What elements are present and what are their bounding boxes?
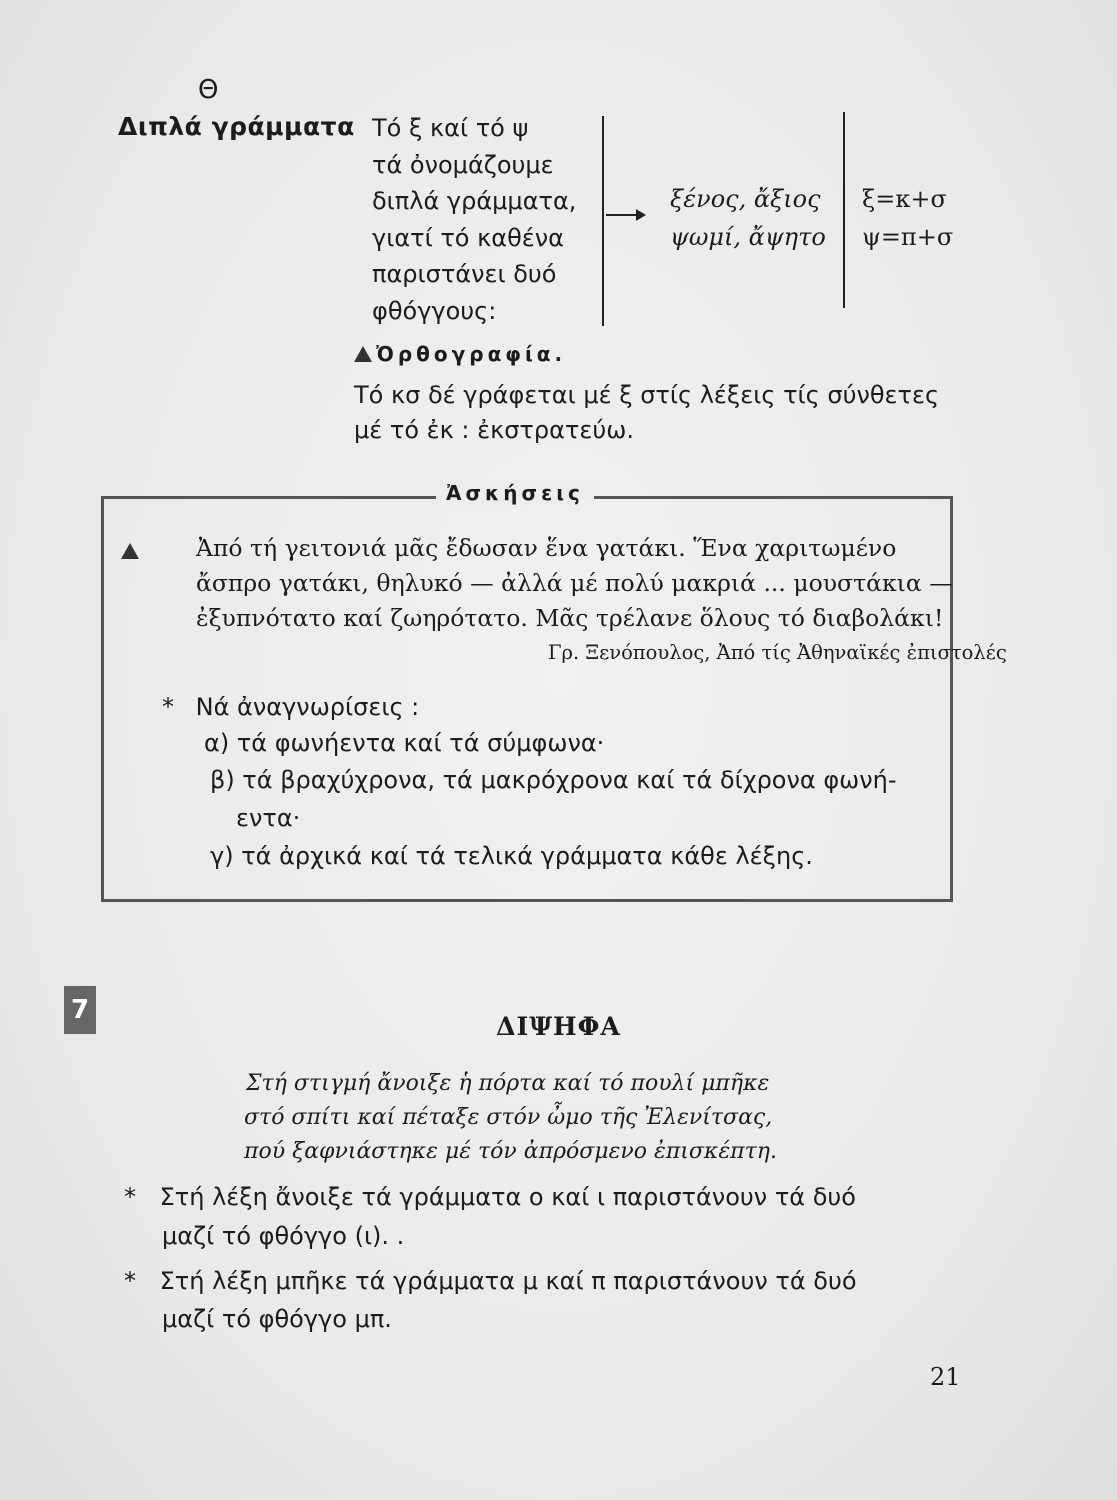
divider-line <box>843 112 845 308</box>
chapter-tab: 7 <box>64 986 96 1034</box>
section-title: Διπλά γράμματα <box>118 112 355 141</box>
orthography-line: μέ τό ἐκ : ἐκστρατεύω. <box>354 416 634 444</box>
definition-line: γιατί τό καθένα <box>372 223 564 252</box>
task-line: * Νά ἀναγνωρίσεις : <box>162 693 420 721</box>
formula-line: ψ=π+σ <box>862 223 954 251</box>
digraph-title: ΔΙΨΗΦΑ <box>496 1012 621 1041</box>
poem-line: Στή στιγμή ἄνοιξε ἡ πόρτα καί τό πουλί μπῆκε <box>246 1071 770 1096</box>
definition-line: τά ὀνομάζουμε <box>372 150 554 179</box>
task-item: εντα· <box>236 804 301 832</box>
note-line: μαζί τό φθόγγο (ι). . <box>162 1222 405 1250</box>
poem-line: πού ξαφνιάστηκε μέ τόν ἀπρόσμενο ἐπισκέπτη. <box>244 1139 777 1164</box>
definition-line: διπλά γράμματα, <box>372 187 577 215</box>
note-line: μαζί τό φθόγγο μπ. <box>162 1305 392 1333</box>
examples <box>670 180 826 256</box>
triangle-icon <box>354 346 372 362</box>
formulas <box>862 180 953 256</box>
orthography-text <box>354 378 939 448</box>
definition-line: φθόγγους: <box>372 296 497 325</box>
task-item: γ) τά ἀρχικά καί τά τελικά γράμματα κάθε λέξης. <box>210 842 813 870</box>
note-line: * Στή λέξη μπῆκε τά γράμματα μ καί π παριστάνουν τά δυό <box>124 1267 857 1295</box>
asterisk-icon: * <box>162 693 174 721</box>
example-line: ξένος, ἄξιος <box>670 185 821 213</box>
formula-line: ξ=κ+σ <box>862 185 947 213</box>
task-item: β) τά βραχύχρονα, τά μακρόχρονα καί τά δίχρονα φωνή- <box>210 766 897 794</box>
orthography-heading: Ὀρθογραφία. <box>354 342 566 366</box>
asterisk-icon: * <box>124 1267 136 1295</box>
arrow-right-icon <box>606 208 646 222</box>
definition-line: παριστάνει δυό <box>372 260 557 288</box>
passage-line: ἄσπρο γατάκι, θηλυκό — ἀλλά μέ πολύ μακριά ... μουστάκια — <box>196 569 953 597</box>
divider-line <box>602 116 604 326</box>
page-number: 21 <box>930 1363 961 1391</box>
definition-text <box>372 110 576 329</box>
orthography-line: Τό κσ δέ γράφεται μέ ξ στίς λέξεις τίς σύνθετες <box>354 381 940 409</box>
passage-line: ἐξυπνότατο καί ζωηρότατο. Μᾶς τρέλανε ὅλους τό διαβολάκι! <box>196 604 944 632</box>
task-item: α) τά φωνήεντα καί τά σύμφωνα· <box>204 729 605 757</box>
note-line: * Στή λέξη ἄνοιξε τά γράμματα ο καί ι παριστάνουν τά δυό <box>124 1183 856 1211</box>
definition-line: Τό ξ καί τό ψ <box>372 114 529 142</box>
triangle-icon <box>121 543 139 559</box>
section-mark: Θ <box>198 75 219 105</box>
exercise-title: Ἀσκήσεις <box>436 481 594 505</box>
passage <box>196 531 953 636</box>
asterisk-icon: * <box>124 1183 136 1211</box>
example-line: ψωμί, ἄψητο <box>670 223 826 251</box>
passage-line: Ἀπό τή γειτονιά μᾶς ἔδωσαν ἕνα γατάκι. Ἕνα χαριτωμένο <box>196 534 897 562</box>
poem-line: στό σπίτι καί πέταξε στόν ὦμο τῆς Ἐλενίτσας, <box>244 1105 773 1130</box>
passage-source: Γρ. Ξενόπουλος, Ἀπό τίς Ἀθηναϊκές ἐπιστολές <box>548 641 1007 664</box>
